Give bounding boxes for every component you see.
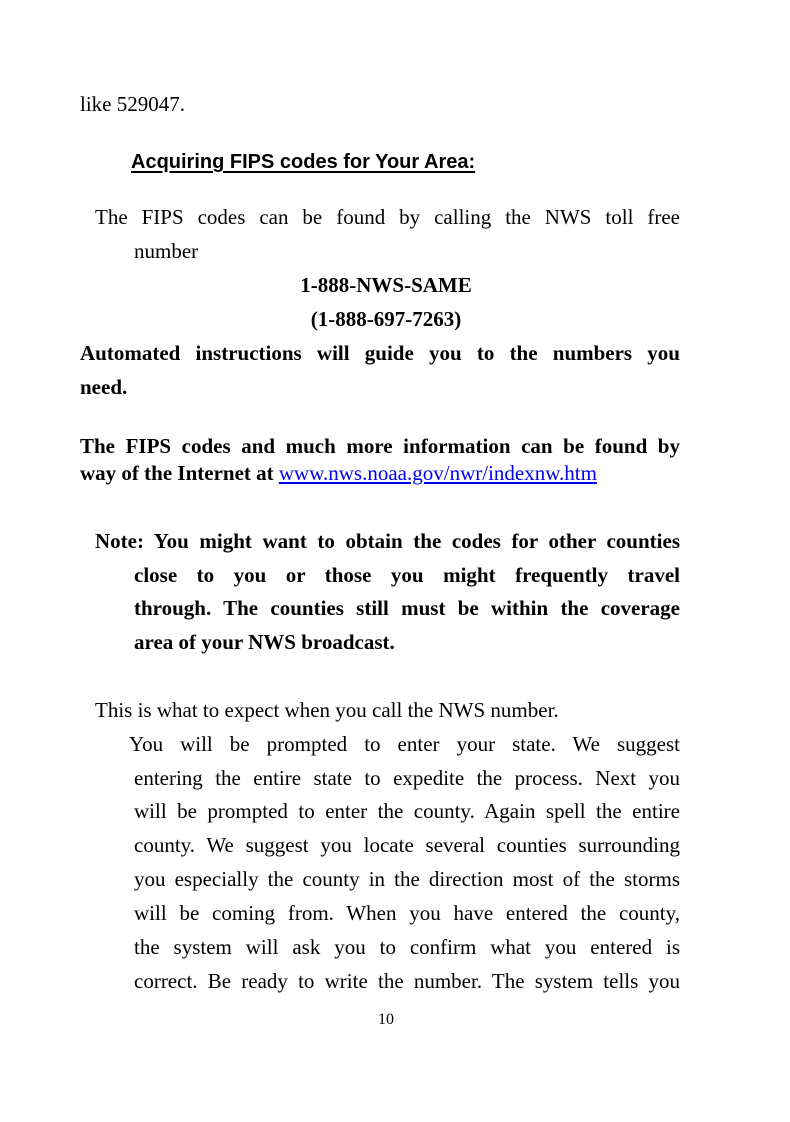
text-line: You will be prompted to enter your state. We suggest	[129, 732, 680, 756]
text-line: The FIPS codes and much more information can be found by	[80, 434, 680, 458]
phone-number-digits: (1-888-697-7263)	[310, 307, 462, 331]
text-line: like 529047.	[80, 92, 185, 116]
text-line: will be coming from. When you have entered the county,	[134, 901, 680, 925]
text-line	[80, 461, 597, 485]
nws-link[interactable]: www.nws.noaa.gov/nwr/indexnw.htm	[278, 461, 597, 485]
text-line: Automated instructions will guide you to the numbers you	[80, 341, 680, 365]
section-heading: Acquiring FIPS codes for Your Area:	[131, 151, 476, 173]
text-line: you especially the county in the direction most of the storms	[134, 867, 680, 891]
text-fragment: way of the Internet at	[80, 461, 279, 485]
note-line: close to you or those you might frequently travel	[134, 563, 680, 587]
note-line: area of your NWS broadcast.	[134, 630, 395, 654]
text-line: will be prompted to enter the county. Again spell the entire	[134, 799, 680, 823]
text-line: This is what to expect when you call the NWS number.	[95, 698, 559, 722]
text-line: The FIPS codes can be found by calling the NWS toll free	[95, 205, 680, 229]
note-line: Note: You might want to obtain the codes for other counties	[95, 529, 680, 553]
text-line: county. We suggest you locate several counties surrounding	[134, 833, 680, 857]
phone-number-letters: 1-888-NWS-SAME	[300, 273, 472, 297]
text-line: entering the entire state to expedite the process. Next you	[134, 766, 680, 790]
text-line: the system will ask you to confirm what you entered is	[134, 935, 680, 959]
text-line: correct. Be ready to write the number. The system tells you	[134, 969, 680, 993]
text-line: need.	[80, 375, 128, 399]
page-number: 10	[378, 1011, 394, 1028]
text-line: number	[134, 239, 199, 263]
note-line: through. The counties still must be within the coverage	[134, 596, 680, 620]
